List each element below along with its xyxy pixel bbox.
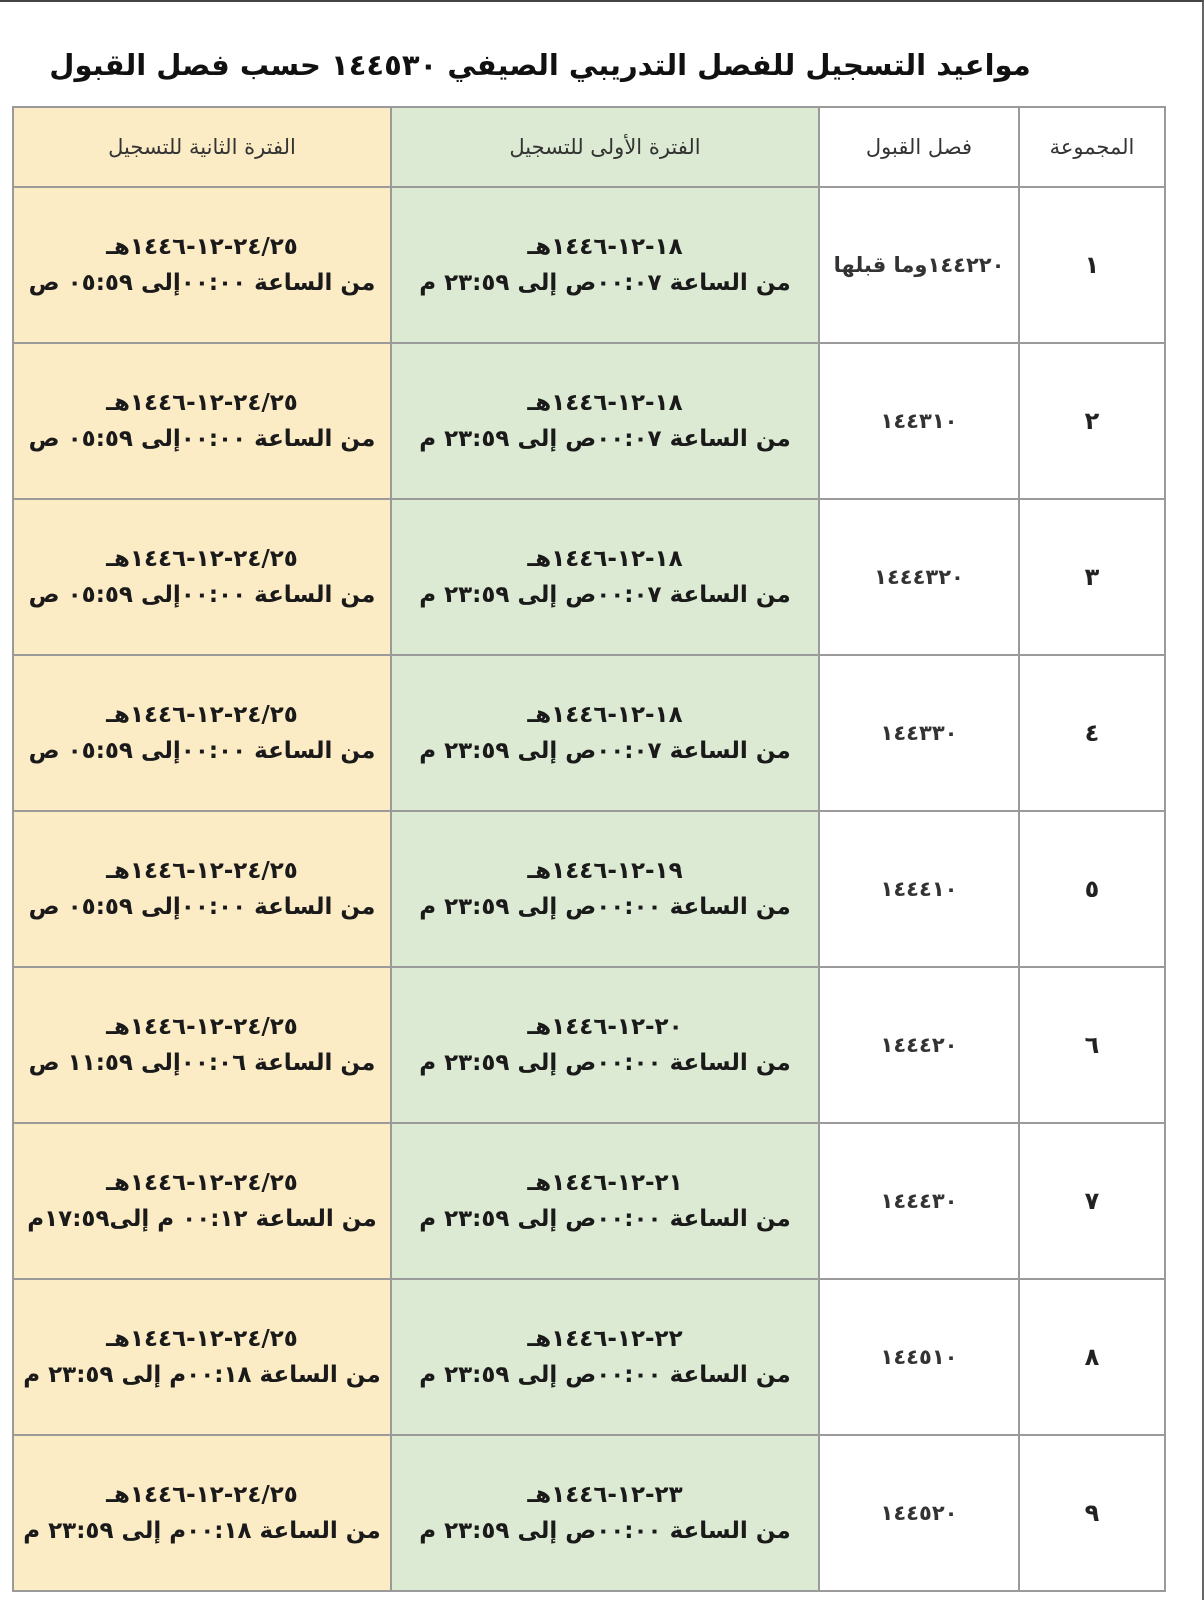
- admission-term: ١٤٤٤٣٢٠: [874, 565, 964, 589]
- table-row: [13, 187, 1165, 343]
- second-period-date: ٢٤/٢٥-١٢-١٤٤٦هـ: [106, 1014, 298, 1040]
- term-cell: [819, 811, 1019, 967]
- second-period-cell: [13, 967, 391, 1123]
- group-number: ٧: [1084, 1187, 1100, 1215]
- group-number: ٥: [1084, 875, 1100, 903]
- group-number: ١: [1084, 251, 1100, 279]
- table-row: [13, 499, 1165, 655]
- first-period-time: من الساعة ٠٠:٠٧ص إلى ٢٣:٥٩ م: [419, 738, 791, 764]
- first-period-cell: [391, 1279, 819, 1435]
- second-period-time: من الساعة ٠٠:١٨م إلى ٢٣:٥٩ م: [23, 1518, 381, 1544]
- group-number: ٤: [1084, 719, 1100, 747]
- table-row: [13, 655, 1165, 811]
- first-period-cell: [391, 499, 819, 655]
- first-period-time: من الساعة ٠٠:٠٠ص إلى ٢٣:٥٩ م: [419, 1362, 791, 1388]
- first-period-time: من الساعة ٠٠:٠٧ص إلى ٢٣:٥٩ م: [419, 270, 791, 296]
- first-period-time: من الساعة ٠٠:٠٠ص إلى ٢٣:٥٩ م: [419, 1518, 791, 1544]
- second-period-cell: [13, 1435, 391, 1591]
- term-cell: [819, 1123, 1019, 1279]
- first-period-date: ١٨-١٢-١٤٤٦هـ: [527, 702, 683, 728]
- group-cell: [1019, 1435, 1165, 1591]
- term-cell: [819, 343, 1019, 499]
- header-second-period: الفترة الثانية للتسجيل: [13, 107, 391, 187]
- first-period-cell: [391, 1123, 819, 1279]
- admission-term: ١٤٤٤١٠: [880, 877, 958, 901]
- group-cell: [1019, 655, 1165, 811]
- second-period-date: ٢٤/٢٥-١٢-١٤٤٦هـ: [106, 1326, 298, 1352]
- header-admission-term: فصل القبول: [819, 107, 1019, 187]
- admission-term: ١٤٤٣١٠: [880, 409, 958, 433]
- admission-term: ١٤٤٤٣٠: [880, 1189, 958, 1213]
- second-period-cell: [13, 343, 391, 499]
- second-period-date: ٢٤/٢٥-١٢-١٤٤٦هـ: [106, 546, 298, 572]
- group-number: ٣: [1084, 563, 1100, 591]
- first-period-cell: [391, 967, 819, 1123]
- first-period-time: من الساعة ٠٠:٠٠ص إلى ٢٣:٥٩ م: [419, 1206, 791, 1232]
- admission-term: ١٤٤٢٢٠وما قبلها: [833, 253, 1005, 277]
- second-period-time: من الساعة ٠٠:٠٠إلى ٠٥:٥٩ ص: [28, 582, 376, 608]
- table-row: [13, 967, 1165, 1123]
- first-period-time: من الساعة ٠٠:٠٧ص إلى ٢٣:٥٩ م: [419, 582, 791, 608]
- group-number: ٩: [1084, 1499, 1100, 1527]
- table-row: [13, 811, 1165, 967]
- group-cell: [1019, 499, 1165, 655]
- first-period-date: ١٩-١٢-١٤٤٦هـ: [527, 858, 683, 884]
- group-number: ٢: [1084, 407, 1100, 435]
- table-row: [13, 1123, 1165, 1279]
- first-period-time: من الساعة ٠٠:٠٠ص إلى ٢٣:٥٩ م: [419, 894, 791, 920]
- group-cell: [1019, 343, 1165, 499]
- table-body: [13, 187, 1165, 1591]
- group-number: ٦: [1084, 1031, 1100, 1059]
- admission-term: ١٤٤٥٢٠: [880, 1501, 958, 1525]
- first-period-time: من الساعة ٠٠:٠٠ص إلى ٢٣:٥٩ م: [419, 1050, 791, 1076]
- second-period-time: من الساعة ٠٠:١٨م إلى ٢٣:٥٩ م: [23, 1362, 381, 1388]
- header-first-period: الفترة الأولى للتسجيل: [391, 107, 819, 187]
- first-period-cell: [391, 811, 819, 967]
- term-cell: [819, 967, 1019, 1123]
- first-period-date: ١٨-١٢-١٤٤٦هـ: [527, 390, 683, 416]
- first-period-date: ٢١-١٢-١٤٤٦هـ: [527, 1170, 683, 1196]
- first-period-date: ٢٢-١٢-١٤٤٦هـ: [527, 1326, 683, 1352]
- second-period-date: ٢٤/٢٥-١٢-١٤٤٦هـ: [106, 234, 298, 260]
- term-cell: [819, 499, 1019, 655]
- header-group: المجموعة: [1019, 107, 1165, 187]
- table-row: [13, 1279, 1165, 1435]
- term-cell: [819, 655, 1019, 811]
- group-cell: [1019, 967, 1165, 1123]
- second-period-time: من الساعة ٠٠:٠٠إلى ٠٥:٥٩ ص: [28, 738, 376, 764]
- second-period-cell: [13, 187, 391, 343]
- second-period-cell: [13, 1279, 391, 1435]
- second-period-date: ٢٤/٢٥-١٢-١٤٤٦هـ: [106, 858, 298, 884]
- registration-schedule-table: [12, 106, 1166, 1592]
- first-period-date: ٢٣-١٢-١٤٤٦هـ: [527, 1482, 683, 1508]
- first-period-cell: [391, 655, 819, 811]
- table-header-row: [13, 107, 1165, 187]
- term-cell: [819, 1435, 1019, 1591]
- second-period-date: ٢٤/٢٥-١٢-١٤٤٦هـ: [106, 1170, 298, 1196]
- second-period-cell: [13, 499, 391, 655]
- admission-term: ١٤٤٥١٠: [880, 1345, 958, 1369]
- first-period-date: ٢٠-١٢-١٤٤٦هـ: [527, 1014, 683, 1040]
- group-cell: [1019, 1279, 1165, 1435]
- group-cell: [1019, 1123, 1165, 1279]
- second-period-time: من الساعة ٠٠:٠٠إلى ٠٥:٥٩ ص: [28, 894, 376, 920]
- first-period-time: من الساعة ٠٠:٠٧ص إلى ٢٣:٥٩ م: [419, 426, 791, 452]
- table-row: [13, 343, 1165, 499]
- second-period-date: ٢٤/٢٥-١٢-١٤٤٦هـ: [106, 1482, 298, 1508]
- group-number: ٨: [1084, 1343, 1100, 1371]
- second-period-cell: [13, 655, 391, 811]
- second-period-cell: [13, 1123, 391, 1279]
- table-row: [13, 1435, 1165, 1591]
- first-period-cell: [391, 187, 819, 343]
- second-period-time: من الساعة ٠٠:٠٦إلى ١١:٥٩ ص: [28, 1050, 376, 1076]
- admission-term: ١٤٤٤٢٠: [880, 1033, 958, 1057]
- first-period-date: ١٨-١٢-١٤٤٦هـ: [527, 546, 683, 572]
- term-cell: [819, 1279, 1019, 1435]
- second-period-date: ٢٤/٢٥-١٢-١٤٤٦هـ: [106, 390, 298, 416]
- page-title: مواعيد التسجيل للفصل التدريبي الصيفي ١٤٤٥٣٠ حسب فصل القبول: [49, 48, 1031, 82]
- first-period-cell: [391, 1435, 819, 1591]
- second-period-cell: [13, 811, 391, 967]
- group-cell: [1019, 187, 1165, 343]
- group-cell: [1019, 811, 1165, 967]
- second-period-time: من الساعة ٠٠:٠٠إلى ٠٥:٥٩ ص: [28, 270, 376, 296]
- second-period-date: ٢٤/٢٥-١٢-١٤٤٦هـ: [106, 702, 298, 728]
- second-period-time: من الساعة ٠٠:٠٠إلى ٠٥:٥٩ ص: [28, 426, 376, 452]
- admission-term: ١٤٤٣٣٠: [880, 721, 958, 745]
- first-period-cell: [391, 343, 819, 499]
- first-period-date: ١٨-١٢-١٤٤٦هـ: [527, 234, 683, 260]
- second-period-time: من الساعة ٠٠:١٢ م إلى١٧:٥٩م: [27, 1206, 377, 1232]
- term-cell: [819, 187, 1019, 343]
